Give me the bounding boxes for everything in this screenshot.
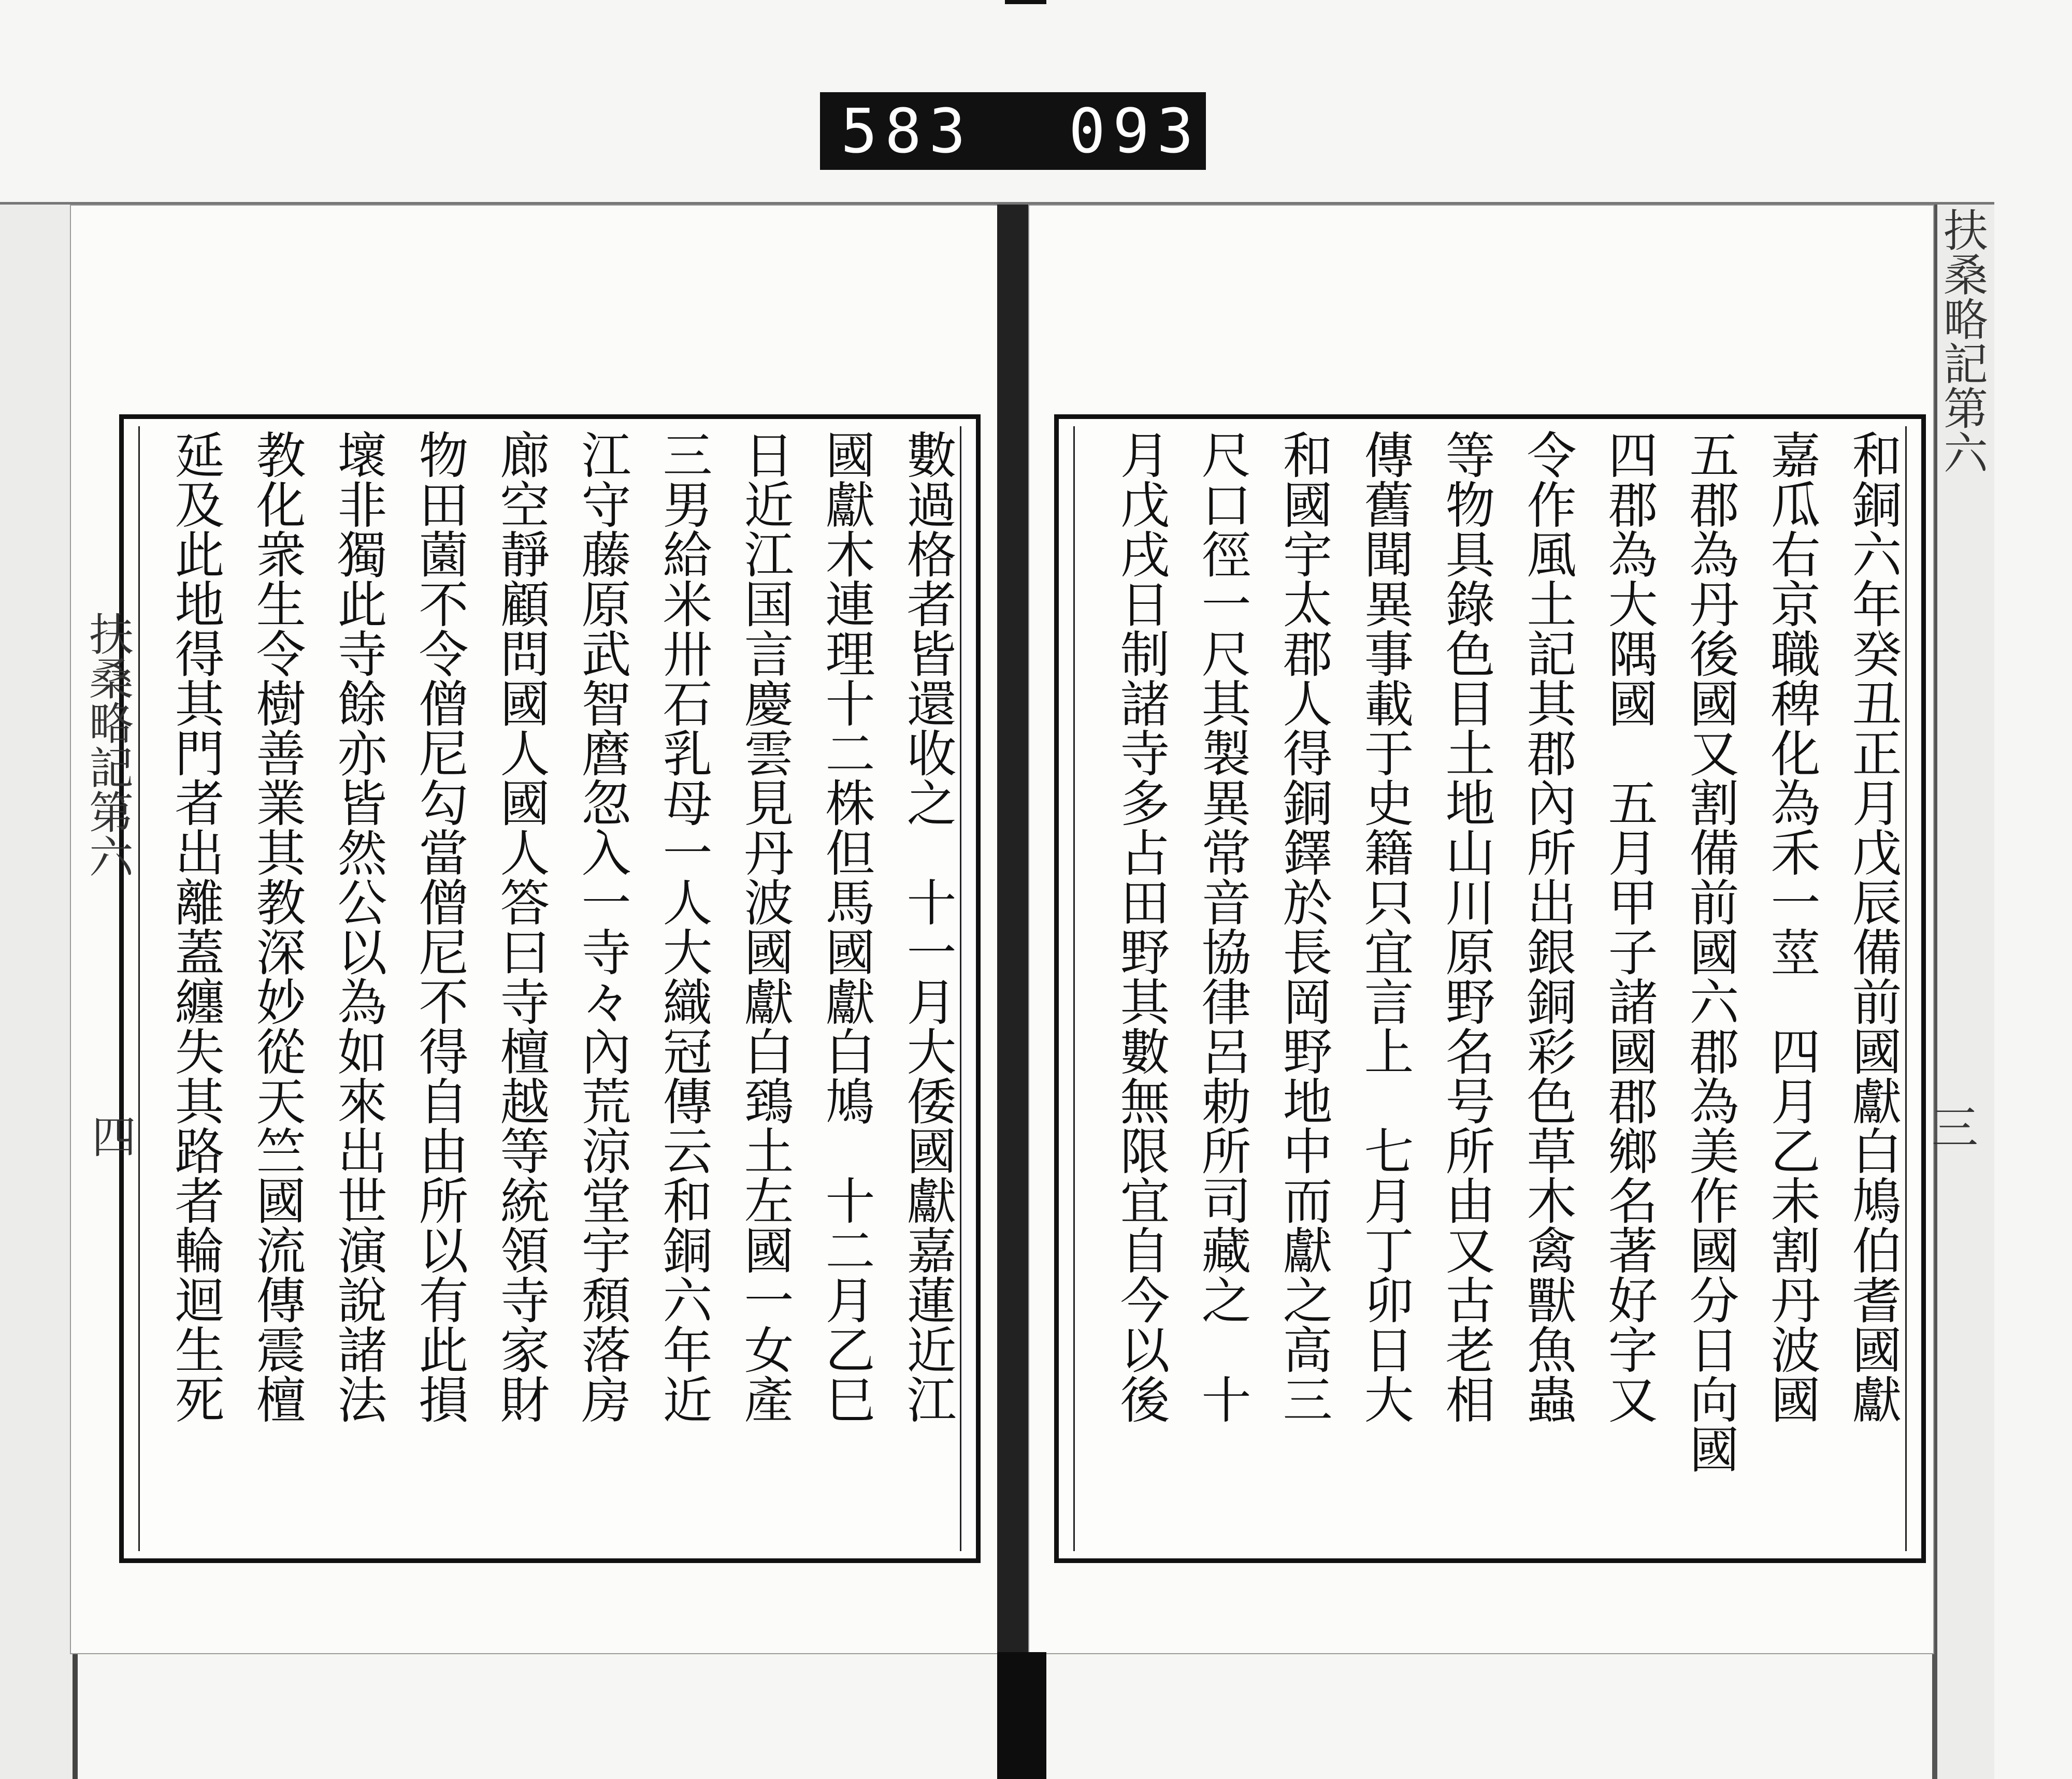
right-margin-book-title: 扶桑略記第六 (1936, 207, 1988, 474)
right-column-8: 和國宇太郡人得銅鐸於長岡野地中而獻之高三 (1275, 429, 1333, 1424)
book-gutter (997, 205, 1028, 1779)
right-column-3: 五郡為丹後國又割備前國六郡為美作國分日向國 (1681, 429, 1739, 1473)
right-column-10: 月戊戌日制諸寺多占田野其數無限宜自今以後 (1112, 429, 1170, 1424)
left-column-9: 教化衆生令樹善業其教深妙從天竺國流傳震檀 (248, 429, 306, 1424)
left-column-6: 廊空靜顧問國人國人答曰寺檀越等統領寺家財 (492, 429, 550, 1424)
film-number-1: 583 (841, 95, 973, 167)
film-label (820, 92, 1206, 170)
left-column-7: 物田薗不令僧尼勾當僧尼不得自由所以有此損 (411, 429, 469, 1424)
left-column-4: 三男給米卅石乳母一人大織冠傳云和銅六年近 (655, 429, 713, 1424)
right-column-7: 傳舊聞異事載于史籍只宜言上 七月丁卯日大 (1356, 429, 1414, 1424)
right-column-5: 令作風土記其郡內所出銀銅彩色草木禽獸魚蟲 (1519, 429, 1577, 1424)
left-column-2: 國獻木連理十二株但馬國獻白鳩 十二月乙巳 (817, 429, 875, 1424)
right-margin-page-number: 三 (1923, 1103, 1978, 1150)
left-book-edge (0, 205, 78, 1779)
left-column-3: 日近江国言慶雲見丹波國獻白鵄土左國一女產 (736, 429, 794, 1424)
top-notch (1005, 0, 1046, 4)
gutter-shadow (997, 1652, 1046, 1779)
right-column-4: 四郡為大隅國 五月甲子諸國郡鄉名著好字又 (1600, 429, 1658, 1424)
right-column-2: 嘉瓜右京職稗化為禾一莖 四月乙未割丹波國 (1763, 429, 1821, 1424)
left-column-5: 江守藤原武智麿忽入一寺々內荒涼堂宇頹落房 (573, 429, 631, 1424)
left-margin-book-title: 扶桑略記第六 (81, 611, 133, 878)
right-page-text-frame (1054, 414, 1926, 1563)
left-page-text-frame (119, 414, 981, 1563)
left-margin-page-number: 四 (84, 1113, 136, 1158)
left-column-8: 壞非獨此寺餘亦皆然公以為如來出世演說諸法 (329, 429, 387, 1424)
film-number-2: 093 (1069, 95, 1201, 167)
right-column-1: 和銅六年癸丑正月戊辰備前國獻白鳩伯耆國獻 (1844, 429, 1902, 1424)
right-column-6: 等物具錄色目土地山川原野名号所由又古老相 (1437, 429, 1495, 1424)
left-column-10: 延及此地得其門者出離蓋纏失其路者輪迴生死 (167, 429, 225, 1424)
left-column-1: 數過格者皆還收之 十一月大倭國獻嘉蓮近江 (899, 429, 957, 1424)
right-column-9: 尺口徑一尺其製異常音協律呂勅所司藏之 十 (1193, 429, 1251, 1424)
